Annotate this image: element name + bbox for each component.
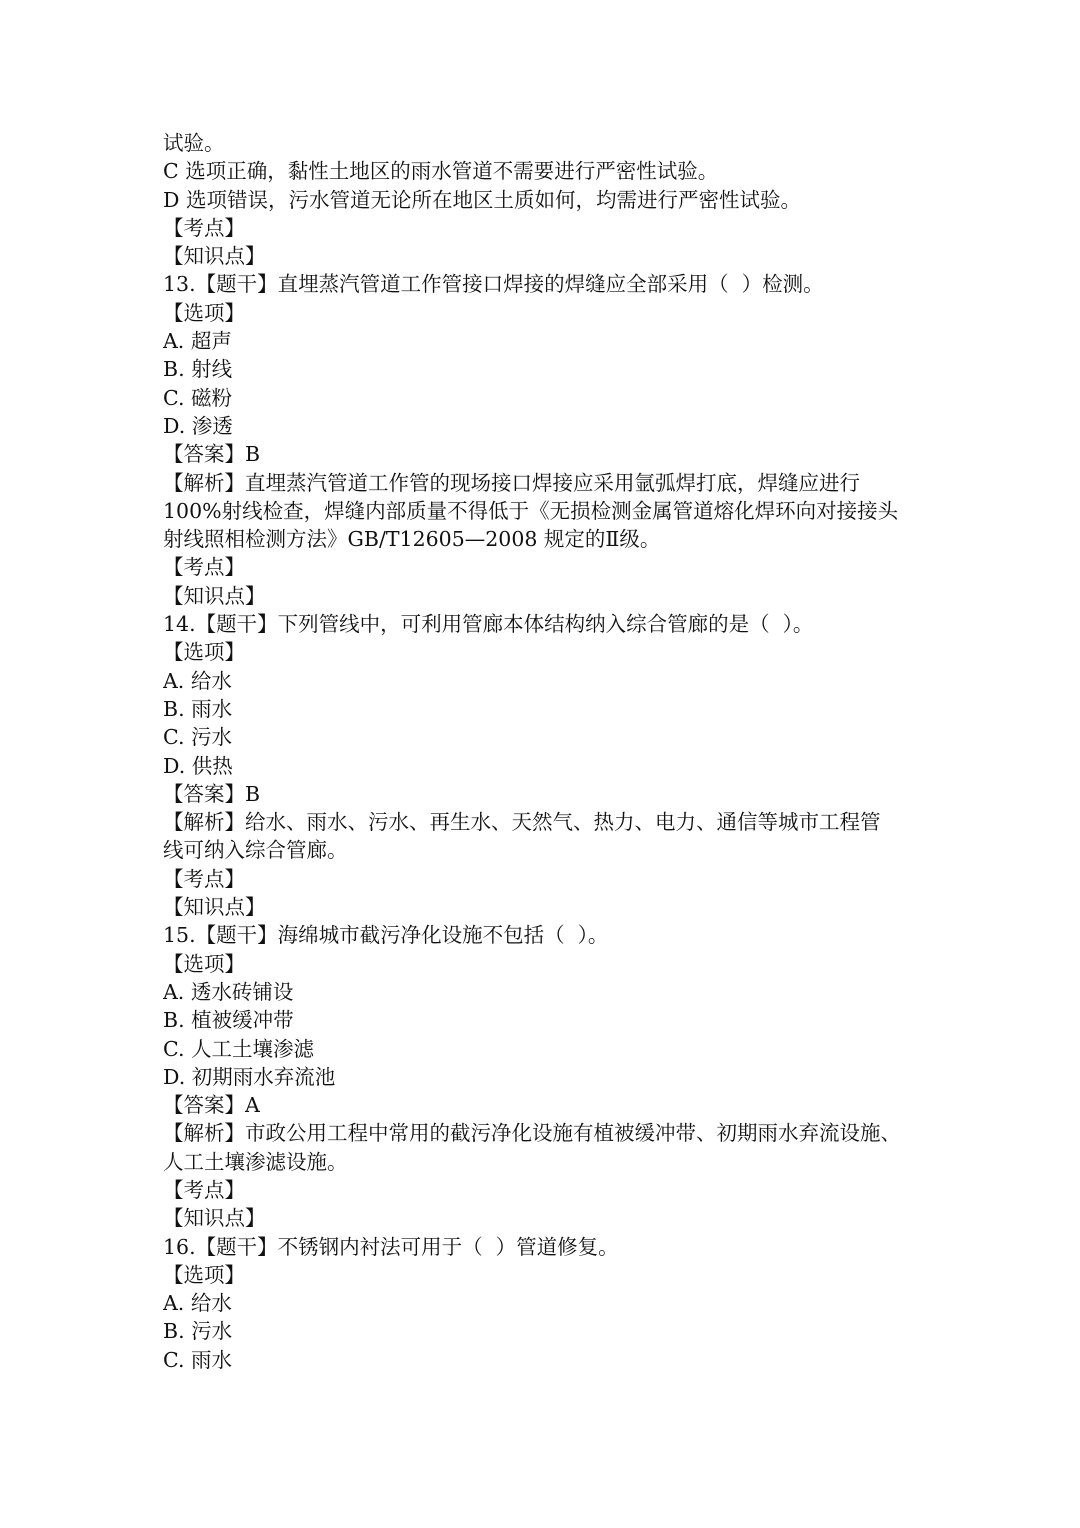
text-line: B. 污水 <box>163 1319 233 1344</box>
text-line: 【知识点】 <box>163 895 266 920</box>
text-line: 【考点】 <box>163 1177 245 1202</box>
text-line: B. 射线 <box>163 357 233 382</box>
text-line: 线可纳入综合管廊。 <box>163 838 348 863</box>
text-line: D. 渗透 <box>163 413 233 438</box>
document-body <box>163 129 923 1374</box>
text-line: 人工土壤渗滤设施。 <box>163 1149 348 1174</box>
text-line: C. 人工土壤渗滤 <box>163 1036 314 1061</box>
text-line: 13.【题干】直埋蒸汽管道工作管接口焊接的焊缝应全部采用（ ）检测。 <box>163 272 824 297</box>
text-line: A. 超声 <box>163 329 232 354</box>
text-line: 【选项】 <box>163 640 245 665</box>
text-line: 【答案】A <box>163 1093 260 1118</box>
text-line: 14.【题干】下列管线中，可利用管廊本体结构纳入综合管廊的是（ ）。 <box>163 612 814 637</box>
text-line: 【选项】 <box>163 1262 245 1287</box>
text-line: 【答案】B <box>163 781 261 806</box>
text-line: 15.【题干】海绵城市截污净化设施不包括（ ）。 <box>163 923 609 948</box>
text-line: A. 给水 <box>163 668 232 693</box>
text-line: C 选项正确，黏性土地区的雨水管道不需要进行严密性试验。 <box>163 159 719 184</box>
text-line: D. 初期雨水弃流池 <box>163 1064 336 1089</box>
text-line: 100%射线检查，焊缝内部质量不得低于《无损检测金属管道熔化焊环向对接接头 <box>163 498 899 523</box>
text-line: 【解析】市政公用工程中常用的截污净化设施有植被缓冲带、初期雨水弃流设施、 <box>163 1121 901 1146</box>
text-line: D 选项错误，污水管道无论所在地区土质如何，均需进行严密性试验。 <box>163 187 801 212</box>
text-line: 【考点】 <box>163 555 245 580</box>
text-line: A. 透水砖铺设 <box>163 979 294 1004</box>
text-line: 【答案】B <box>163 442 261 467</box>
text-line: C. 磁粉 <box>163 385 232 410</box>
text-line: 【选项】 <box>163 951 245 976</box>
text-line: 【选项】 <box>163 300 245 325</box>
text-line: 【解析】给水、雨水、污水、再生水、天然气、热力、电力、通信等城市工程管 <box>163 810 881 835</box>
text-line: 【考点】 <box>163 215 245 240</box>
text-line: D. 供热 <box>163 753 233 778</box>
text-line: 16.【题干】不锈钢内衬法可用于（ ）管道修复。 <box>163 1234 619 1259</box>
text-line: 【知识点】 <box>163 244 266 269</box>
text-line: 【解析】直埋蒸汽管道工作管的现场接口焊接应采用氩弧焊打底，焊缝应进行 <box>163 470 860 495</box>
text-line: C. 雨水 <box>163 1347 232 1372</box>
text-line: C. 污水 <box>163 725 232 750</box>
text-line: B. 雨水 <box>163 696 233 721</box>
text-line: 射线照相检测方法》GB/T12605—2008 规定的Ⅱ级。 <box>163 527 661 552</box>
text-line: 【知识点】 <box>163 1206 266 1231</box>
text-line: B. 植被缓冲带 <box>163 1008 294 1033</box>
text-line: 试验。 <box>163 131 225 155</box>
text-line: 【考点】 <box>163 866 245 891</box>
text-line: 【知识点】 <box>163 583 266 608</box>
text-line: A. 给水 <box>163 1291 232 1316</box>
